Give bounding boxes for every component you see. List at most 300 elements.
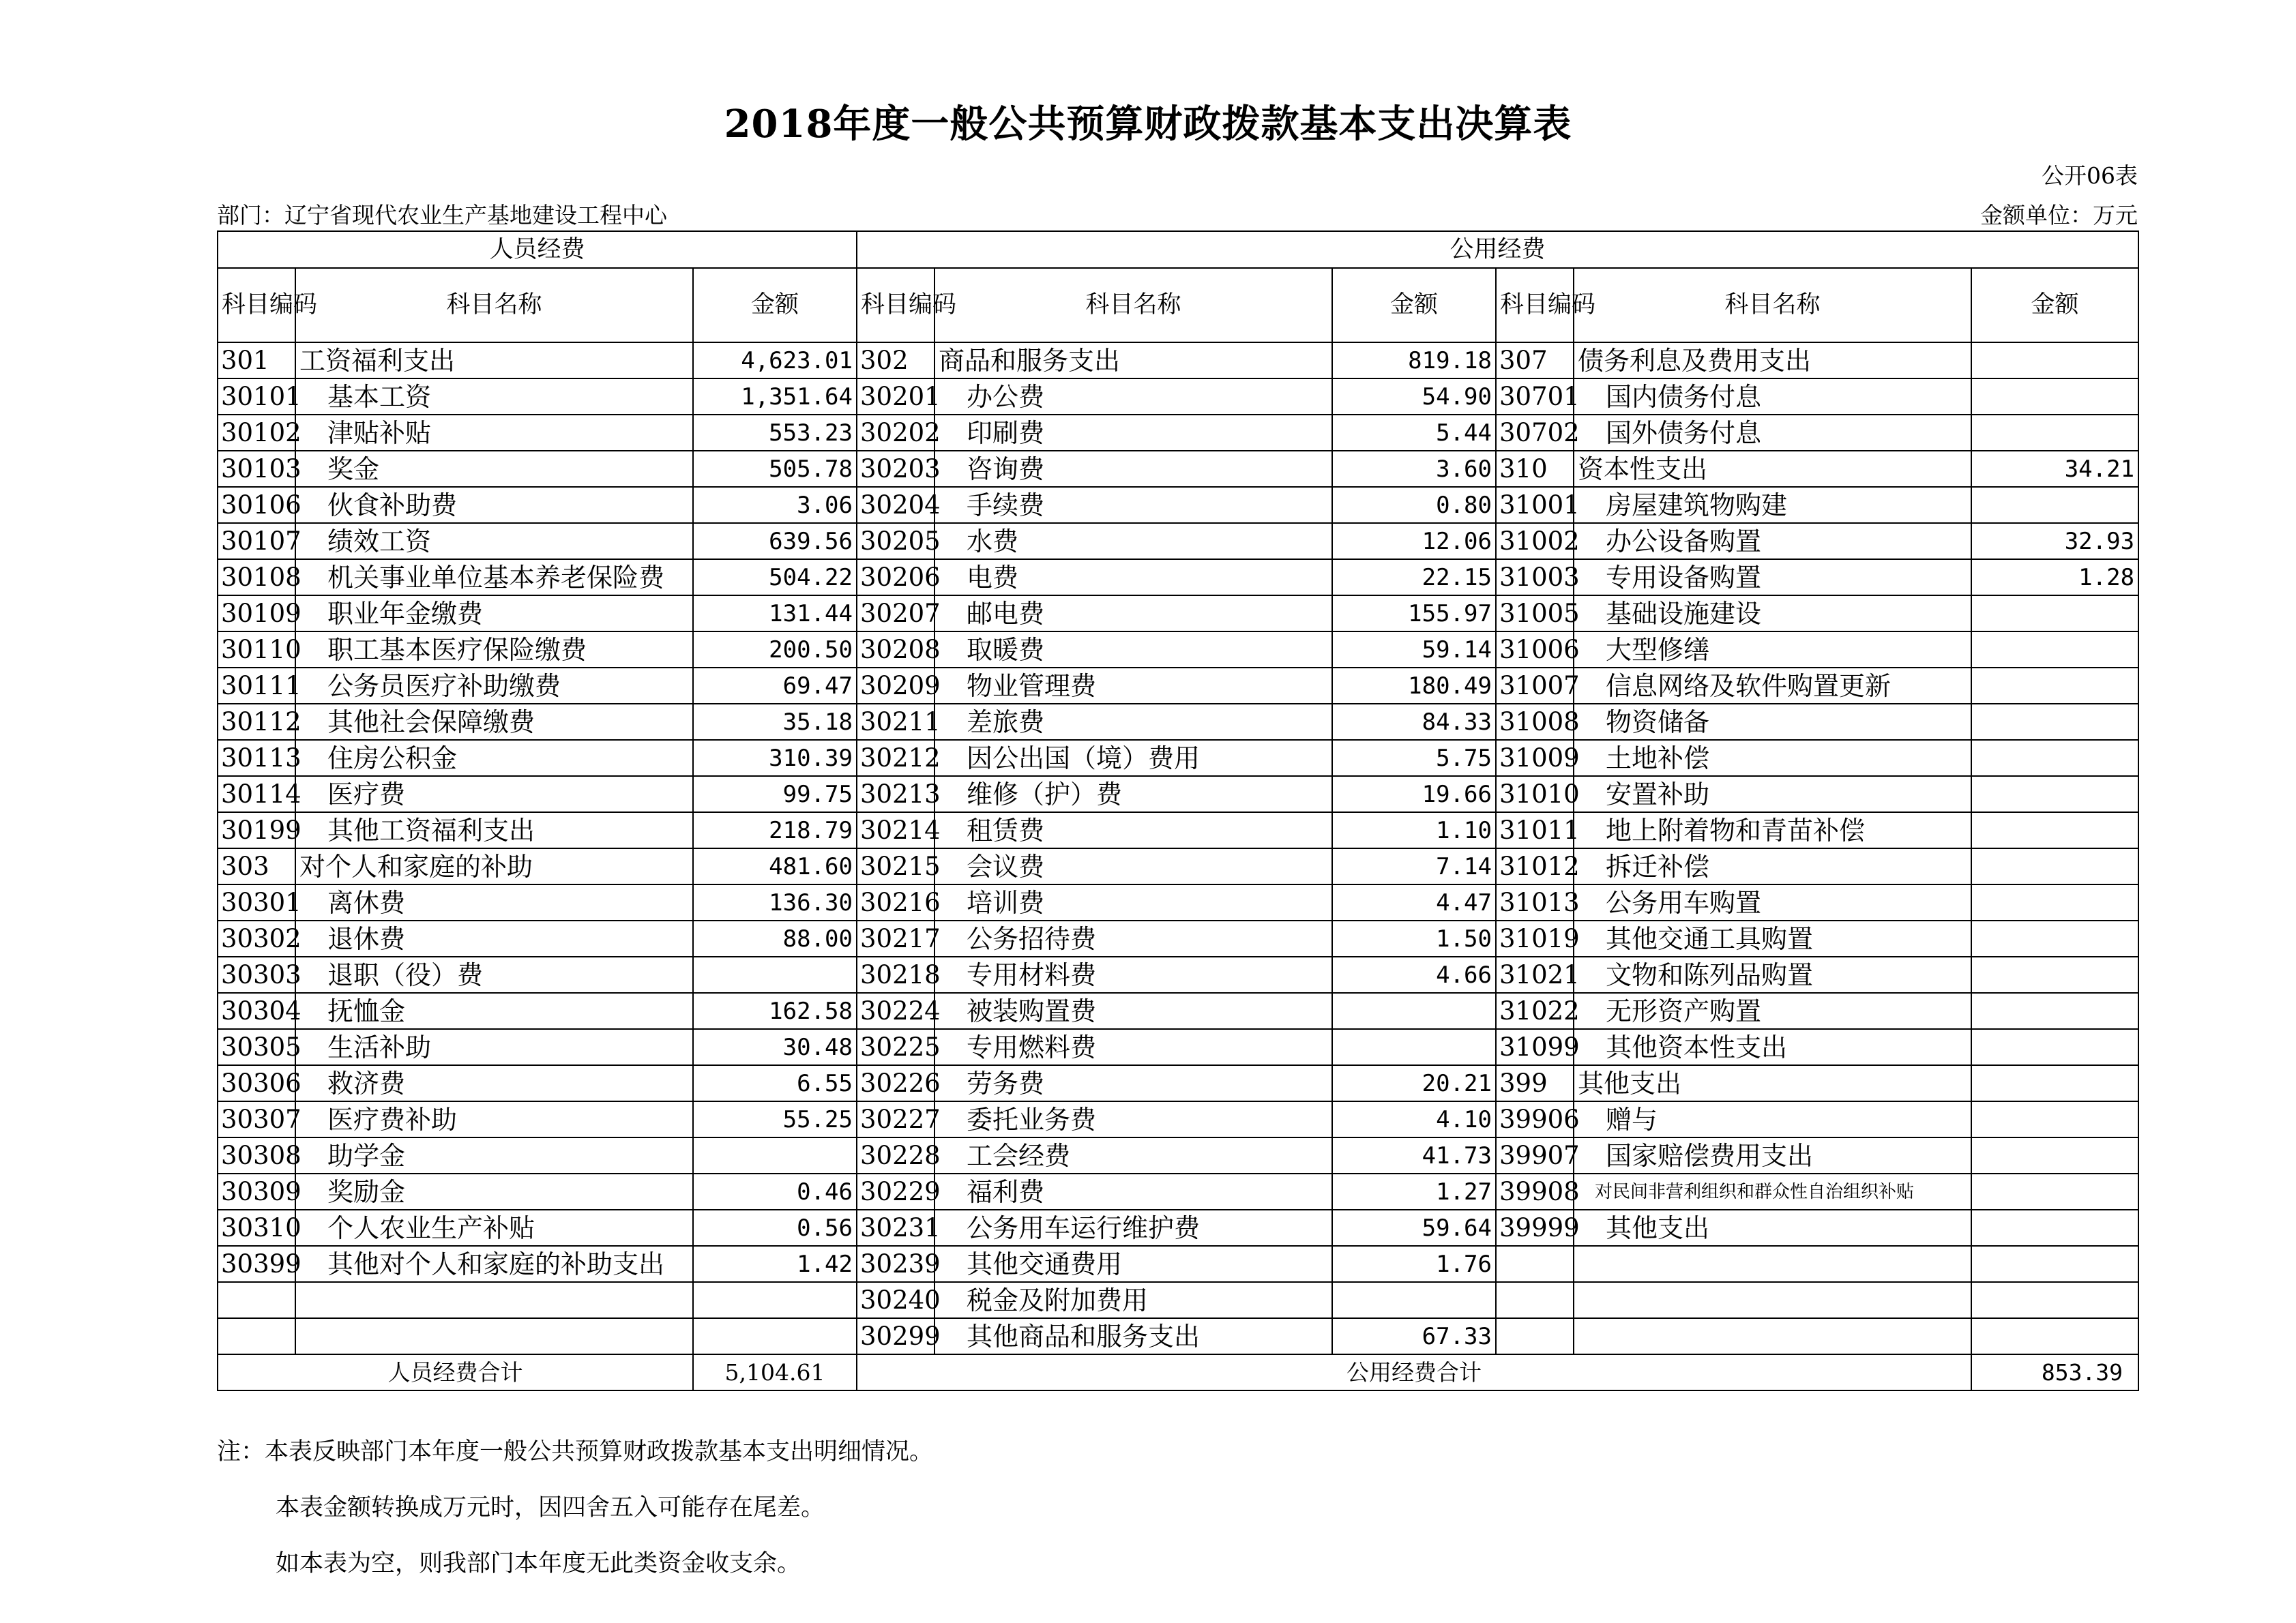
subject-name: 商品和服务支出 bbox=[934, 342, 1332, 378]
subject-code: 30305 bbox=[218, 1029, 295, 1065]
table-row bbox=[218, 1137, 2138, 1174]
subject-name: 咨询费 bbox=[934, 451, 1332, 487]
subject-name: 助学金 bbox=[295, 1137, 693, 1174]
subject-amount bbox=[1971, 1246, 2138, 1282]
subject-code: 30218 bbox=[857, 957, 934, 993]
table-row bbox=[218, 1246, 2138, 1282]
subject-name: 其他资本性支出 bbox=[1574, 1029, 1971, 1065]
subject-amount: 1.50 bbox=[1332, 921, 1496, 957]
subject-code: 30224 bbox=[857, 993, 934, 1029]
subject-code: 31003 bbox=[1496, 559, 1574, 595]
table-row bbox=[218, 595, 2138, 631]
amount-column-header: 金额 bbox=[693, 268, 857, 342]
subject-amount: 819.18 bbox=[1332, 342, 1496, 378]
subject-name: 职工基本医疗保险缴费 bbox=[295, 631, 693, 668]
subject-amount: 200.50 bbox=[693, 631, 857, 668]
subject-code: 30107 bbox=[218, 523, 295, 559]
subject-code: 31013 bbox=[1496, 884, 1574, 921]
subject-amount: 67.33 bbox=[1332, 1318, 1496, 1354]
subject-code: 30201 bbox=[857, 378, 934, 415]
subject-code: 30302 bbox=[218, 921, 295, 957]
subject-amount bbox=[1971, 957, 2138, 993]
subject-code: 31009 bbox=[1496, 740, 1574, 776]
subject-amount: 310.39 bbox=[693, 740, 857, 776]
subject-amount: 505.78 bbox=[693, 451, 857, 487]
subject-amount: 99.75 bbox=[693, 776, 857, 812]
subject-name: 工会经费 bbox=[934, 1137, 1332, 1174]
subject-name: 奖金 bbox=[295, 451, 693, 487]
subject-code: 30399 bbox=[218, 1246, 295, 1282]
subject-code: 30112 bbox=[218, 704, 295, 740]
subject-name: 文物和陈列品购置 bbox=[1574, 957, 1971, 993]
page-title: 2018年度一般公共预算财政拨款基本支出决算表 bbox=[724, 102, 1572, 147]
subject-amount: 136.30 bbox=[693, 884, 857, 921]
subject-amount: 35.18 bbox=[693, 704, 857, 740]
subject-name: 房屋建筑物购建 bbox=[1574, 487, 1971, 523]
subject-name: 公务用车运行维护费 bbox=[934, 1210, 1332, 1246]
subject-code: 30209 bbox=[857, 668, 934, 704]
personnel-total-amount: 5,104.61 bbox=[693, 1354, 857, 1390]
subject-code: 30202 bbox=[857, 415, 934, 451]
amount-column-header: 金额 bbox=[1332, 268, 1496, 342]
subject-code: 301 bbox=[218, 342, 295, 378]
name-column-header: 科目名称 bbox=[1574, 268, 1971, 342]
subject-code: 30225 bbox=[857, 1029, 934, 1065]
subject-amount bbox=[693, 957, 857, 993]
subject-amount: 4.47 bbox=[1332, 884, 1496, 921]
subject-code: 30309 bbox=[218, 1174, 295, 1210]
subject-name: 印刷费 bbox=[934, 415, 1332, 451]
subject-amount: 162.58 bbox=[693, 993, 857, 1029]
subject-amount: 19.66 bbox=[1332, 776, 1496, 812]
subject-name: 税金及附加费用 bbox=[934, 1282, 1332, 1318]
table-row bbox=[218, 1029, 2138, 1065]
notes bbox=[217, 1424, 933, 1592]
subject-code: 302 bbox=[857, 342, 934, 378]
subject-name: 赠与 bbox=[1574, 1101, 1971, 1137]
subject-amount bbox=[1332, 1029, 1496, 1065]
subject-name: 基本工资 bbox=[295, 378, 693, 415]
subject-code: 30702 bbox=[1496, 415, 1574, 451]
subject-amount: 34.21 bbox=[1971, 451, 2138, 487]
table-row bbox=[218, 1065, 2138, 1101]
department-label: 部门：辽宁省现代农业生产基地建设工程中心 bbox=[217, 202, 667, 228]
subject-code: 30204 bbox=[857, 487, 934, 523]
subject-amount bbox=[1971, 848, 2138, 884]
subject-amount: 553.23 bbox=[693, 415, 857, 451]
table-row bbox=[218, 631, 2138, 668]
subject-amount: 54.90 bbox=[1332, 378, 1496, 415]
subject-amount: 3.60 bbox=[1332, 451, 1496, 487]
subject-amount: 481.60 bbox=[693, 848, 857, 884]
subject-amount bbox=[1971, 921, 2138, 957]
subject-code: 30203 bbox=[857, 451, 934, 487]
subject-amount bbox=[1971, 776, 2138, 812]
subject-name: 差旅费 bbox=[934, 704, 1332, 740]
subject-code: 30208 bbox=[857, 631, 934, 668]
table-row bbox=[218, 957, 2138, 993]
table-body bbox=[218, 342, 2138, 1354]
subject-amount: 84.33 bbox=[1332, 704, 1496, 740]
subject-amount: 218.79 bbox=[693, 812, 857, 848]
subject-name: 对民间非营利组织和群众性自治组织补贴 bbox=[1574, 1174, 1971, 1210]
subject-amount bbox=[1971, 1029, 2138, 1065]
subject-code: 31019 bbox=[1496, 921, 1574, 957]
subject-code: 30239 bbox=[857, 1246, 934, 1282]
subject-name: 退休费 bbox=[295, 921, 693, 957]
subject-amount: 1,351.64 bbox=[693, 378, 857, 415]
subject-amount bbox=[1971, 812, 2138, 848]
subject-name: 维修（护）费 bbox=[934, 776, 1332, 812]
subject-name: 医疗费 bbox=[295, 776, 693, 812]
subject-amount: 59.64 bbox=[1332, 1210, 1496, 1246]
subject-code: 30308 bbox=[218, 1137, 295, 1174]
subject-code: 39999 bbox=[1496, 1210, 1574, 1246]
subject-code: 30307 bbox=[218, 1101, 295, 1137]
subject-name: 其他支出 bbox=[1574, 1210, 1971, 1246]
subject-amount bbox=[1332, 1282, 1496, 1318]
public-total-label: 公用经费合计 bbox=[857, 1354, 1971, 1390]
subject-amount bbox=[1332, 993, 1496, 1029]
subject-amount bbox=[1971, 704, 2138, 740]
subject-amount: 7.14 bbox=[1332, 848, 1496, 884]
subject-code bbox=[1496, 1318, 1574, 1354]
table-row bbox=[218, 812, 2138, 848]
name-column-header: 科目名称 bbox=[295, 268, 693, 342]
table-row bbox=[218, 1282, 2138, 1318]
subject-name: 劳务费 bbox=[934, 1065, 1332, 1101]
subject-code: 30306 bbox=[218, 1065, 295, 1101]
subject-code: 31008 bbox=[1496, 704, 1574, 740]
subject-name: 救济费 bbox=[295, 1065, 693, 1101]
subject-amount: 4,623.01 bbox=[693, 342, 857, 378]
table-row bbox=[218, 1101, 2138, 1137]
subject-code: 30229 bbox=[857, 1174, 934, 1210]
personnel-total-label: 人员经费合计 bbox=[218, 1354, 693, 1390]
subject-amount: 1.10 bbox=[1332, 812, 1496, 848]
subject-code: 310 bbox=[1496, 451, 1574, 487]
note-line: 如本表为空，则我部门本年度无此类资金收支余。 bbox=[276, 1550, 801, 1577]
subject-name: 住房公积金 bbox=[295, 740, 693, 776]
table-row bbox=[218, 668, 2138, 704]
subject-name: 被装购置费 bbox=[934, 993, 1332, 1029]
subject-name: 无形资产购置 bbox=[1574, 993, 1971, 1029]
subject-code: 39906 bbox=[1496, 1101, 1574, 1137]
subject-name: 邮电费 bbox=[934, 595, 1332, 631]
table-row bbox=[218, 378, 2138, 415]
subject-name: 公务员医疗补助缴费 bbox=[295, 668, 693, 704]
subject-name bbox=[1574, 1246, 1971, 1282]
personnel-section-header: 人员经费 bbox=[218, 231, 857, 268]
subject-code: 30110 bbox=[218, 631, 295, 668]
subject-amount bbox=[1971, 378, 2138, 415]
subject-amount: 1.76 bbox=[1332, 1246, 1496, 1282]
subject-amount bbox=[1971, 487, 2138, 523]
subject-amount bbox=[1971, 1174, 2138, 1210]
subject-name: 大型修缮 bbox=[1574, 631, 1971, 668]
subject-code: 31021 bbox=[1496, 957, 1574, 993]
subject-name: 专用设备购置 bbox=[1574, 559, 1971, 595]
subject-amount bbox=[693, 1137, 857, 1174]
table-row bbox=[218, 559, 2138, 595]
subject-amount: 180.49 bbox=[1332, 668, 1496, 704]
subject-amount bbox=[1971, 631, 2138, 668]
subject-amount: 0.46 bbox=[693, 1174, 857, 1210]
subject-name: 奖励金 bbox=[295, 1174, 693, 1210]
subject-code: 30109 bbox=[218, 595, 295, 631]
subject-code: 39907 bbox=[1496, 1137, 1574, 1174]
subject-code: 30215 bbox=[857, 848, 934, 884]
subject-name: 机关事业单位基本养老保险费 bbox=[295, 559, 693, 595]
subject-name: 公务招待费 bbox=[934, 921, 1332, 957]
subject-name: 物资储备 bbox=[1574, 704, 1971, 740]
subject-name: 伙食补助费 bbox=[295, 487, 693, 523]
subject-amount: 55.25 bbox=[693, 1101, 857, 1137]
subject-amount: 32.93 bbox=[1971, 523, 2138, 559]
subject-code: 30206 bbox=[857, 559, 934, 595]
subject-amount bbox=[1971, 1065, 2138, 1101]
subject-amount bbox=[1971, 993, 2138, 1029]
subject-code: 30240 bbox=[857, 1282, 934, 1318]
subject-code bbox=[218, 1282, 295, 1318]
subject-code: 30205 bbox=[857, 523, 934, 559]
form-number: 公开06表 bbox=[2042, 162, 2138, 189]
subject-name: 福利费 bbox=[934, 1174, 1332, 1210]
code-column-header: 科目编码 bbox=[857, 268, 934, 342]
expenditure-table bbox=[217, 230, 2139, 1391]
subject-code: 30217 bbox=[857, 921, 934, 957]
subject-name: 其他对个人和家庭的补助支出 bbox=[295, 1246, 693, 1282]
name-column-header: 科目名称 bbox=[934, 268, 1332, 342]
subject-name: 债务利息及费用支出 bbox=[1574, 342, 1971, 378]
subject-amount bbox=[1971, 415, 2138, 451]
subject-code: 31005 bbox=[1496, 595, 1574, 631]
subject-amount: 12.06 bbox=[1332, 523, 1496, 559]
subject-code: 30113 bbox=[218, 740, 295, 776]
subject-name bbox=[295, 1282, 693, 1318]
subject-name: 医疗费补助 bbox=[295, 1101, 693, 1137]
subject-amount: 504.22 bbox=[693, 559, 857, 595]
subject-code: 31002 bbox=[1496, 523, 1574, 559]
subject-code: 30111 bbox=[218, 668, 295, 704]
subject-name: 对个人和家庭的补助 bbox=[295, 848, 693, 884]
subject-name: 委托业务费 bbox=[934, 1101, 1332, 1137]
subject-name: 基础设施建设 bbox=[1574, 595, 1971, 631]
subject-code: 30207 bbox=[857, 595, 934, 631]
subject-amount bbox=[1971, 1137, 2138, 1174]
subject-name: 办公费 bbox=[934, 378, 1332, 415]
table-row bbox=[218, 342, 2138, 378]
subject-name: 其他交通费用 bbox=[934, 1246, 1332, 1282]
subject-name: 租赁费 bbox=[934, 812, 1332, 848]
subject-name: 拆迁补偿 bbox=[1574, 848, 1971, 884]
subject-code: 30102 bbox=[218, 415, 295, 451]
note-line: 本表金额转换成万元时，因四舍五入可能存在尾差。 bbox=[276, 1494, 825, 1521]
subject-name: 水费 bbox=[934, 523, 1332, 559]
table-row bbox=[218, 523, 2138, 559]
subject-name: 信息网络及软件购置更新 bbox=[1574, 668, 1971, 704]
subject-amount: 20.21 bbox=[1332, 1065, 1496, 1101]
subject-code: 31007 bbox=[1496, 668, 1574, 704]
subject-code: 30299 bbox=[857, 1318, 934, 1354]
subject-code: 30228 bbox=[857, 1137, 934, 1174]
subject-name: 绩效工资 bbox=[295, 523, 693, 559]
subject-amount: 1.28 bbox=[1971, 559, 2138, 595]
subject-name: 退职（役）费 bbox=[295, 957, 693, 993]
subject-amount: 22.15 bbox=[1332, 559, 1496, 595]
subject-amount bbox=[1971, 342, 2138, 378]
table-row bbox=[218, 776, 2138, 812]
subject-amount: 1.27 bbox=[1332, 1174, 1496, 1210]
subject-code: 30303 bbox=[218, 957, 295, 993]
subject-code: 30106 bbox=[218, 487, 295, 523]
subject-name: 其他社会保障缴费 bbox=[295, 704, 693, 740]
table-row bbox=[218, 884, 2138, 921]
subject-name: 取暖费 bbox=[934, 631, 1332, 668]
subject-code: 307 bbox=[1496, 342, 1574, 378]
table-row bbox=[218, 487, 2138, 523]
subject-amount: 88.00 bbox=[693, 921, 857, 957]
subject-name: 其他交通工具购置 bbox=[1574, 921, 1971, 957]
subject-amount: 0.80 bbox=[1332, 487, 1496, 523]
subject-name: 因公出国（境）费用 bbox=[934, 740, 1332, 776]
subject-amount bbox=[1971, 595, 2138, 631]
subject-code: 30108 bbox=[218, 559, 295, 595]
subject-amount bbox=[1971, 740, 2138, 776]
public-total-amount: 853.39 bbox=[1971, 1354, 2138, 1390]
subject-code: 31010 bbox=[1496, 776, 1574, 812]
subject-code: 30211 bbox=[857, 704, 934, 740]
subject-amount: 69.47 bbox=[693, 668, 857, 704]
subject-name: 安置补助 bbox=[1574, 776, 1971, 812]
subject-code: 30213 bbox=[857, 776, 934, 812]
subject-code: 30212 bbox=[857, 740, 934, 776]
table-row bbox=[218, 848, 2138, 884]
table-row bbox=[218, 451, 2138, 487]
subject-code bbox=[218, 1318, 295, 1354]
amount-unit-label: 金额单位：万元 bbox=[1980, 202, 2138, 228]
table-row bbox=[218, 1318, 2138, 1354]
subject-name: 办公设备购置 bbox=[1574, 523, 1971, 559]
subject-code: 31011 bbox=[1496, 812, 1574, 848]
subject-amount bbox=[693, 1282, 857, 1318]
subject-name bbox=[1574, 1282, 1971, 1318]
subject-code: 39908 bbox=[1496, 1174, 1574, 1210]
table-row bbox=[218, 921, 2138, 957]
subject-code: 31022 bbox=[1496, 993, 1574, 1029]
subject-name: 培训费 bbox=[934, 884, 1332, 921]
subject-name: 物业管理费 bbox=[934, 668, 1332, 704]
table-row bbox=[218, 704, 2138, 740]
subject-amount bbox=[1971, 1101, 2138, 1137]
subject-code: 30310 bbox=[218, 1210, 295, 1246]
subject-name: 抚恤金 bbox=[295, 993, 693, 1029]
subject-name: 国外债务付息 bbox=[1574, 415, 1971, 451]
subject-amount bbox=[1971, 1318, 2138, 1354]
subject-code: 30214 bbox=[857, 812, 934, 848]
subject-name: 其他工资福利支出 bbox=[295, 812, 693, 848]
subject-amount: 4.66 bbox=[1332, 957, 1496, 993]
subject-amount bbox=[1971, 884, 2138, 921]
subject-name: 土地补偿 bbox=[1574, 740, 1971, 776]
subject-name: 电费 bbox=[934, 559, 1332, 595]
subject-name: 离休费 bbox=[295, 884, 693, 921]
subject-code: 30103 bbox=[218, 451, 295, 487]
table-row bbox=[218, 1210, 2138, 1246]
subject-amount: 59.14 bbox=[1332, 631, 1496, 668]
subject-code: 30304 bbox=[218, 993, 295, 1029]
subject-code: 303 bbox=[218, 848, 295, 884]
subject-amount: 5.75 bbox=[1332, 740, 1496, 776]
subject-name bbox=[1574, 1318, 1971, 1354]
amount-column-header: 金额 bbox=[1971, 268, 2138, 342]
table-row bbox=[218, 993, 2138, 1029]
table-row bbox=[218, 1174, 2138, 1210]
table-row bbox=[218, 415, 2138, 451]
subject-name: 津贴补贴 bbox=[295, 415, 693, 451]
subject-code: 30101 bbox=[218, 378, 295, 415]
subject-code bbox=[1496, 1246, 1574, 1282]
subject-name: 职业年金缴费 bbox=[295, 595, 693, 631]
subject-name: 工资福利支出 bbox=[295, 342, 693, 378]
subject-name: 国内债务付息 bbox=[1574, 378, 1971, 415]
subject-name: 生活补助 bbox=[295, 1029, 693, 1065]
subject-code: 30231 bbox=[857, 1210, 934, 1246]
subject-name: 其他商品和服务支出 bbox=[934, 1318, 1332, 1354]
subject-amount: 30.48 bbox=[693, 1029, 857, 1065]
subject-name: 专用材料费 bbox=[934, 957, 1332, 993]
subject-name: 手续费 bbox=[934, 487, 1332, 523]
subject-amount: 3.06 bbox=[693, 487, 857, 523]
subject-name: 其他支出 bbox=[1574, 1065, 1971, 1101]
subject-code: 31012 bbox=[1496, 848, 1574, 884]
subject-amount: 4.10 bbox=[1332, 1101, 1496, 1137]
subject-code: 30226 bbox=[857, 1065, 934, 1101]
subject-code: 30301 bbox=[218, 884, 295, 921]
subject-name: 会议费 bbox=[934, 848, 1332, 884]
subject-code: 31001 bbox=[1496, 487, 1574, 523]
table-row bbox=[218, 740, 2138, 776]
subject-code: 30216 bbox=[857, 884, 934, 921]
subject-amount: 0.56 bbox=[693, 1210, 857, 1246]
subject-code: 30114 bbox=[218, 776, 295, 812]
subject-amount: 1.42 bbox=[693, 1246, 857, 1282]
subject-amount: 639.56 bbox=[693, 523, 857, 559]
subject-amount bbox=[1971, 668, 2138, 704]
subject-code: 30701 bbox=[1496, 378, 1574, 415]
subject-code: 399 bbox=[1496, 1065, 1574, 1101]
subject-amount: 6.55 bbox=[693, 1065, 857, 1101]
subject-code: 31006 bbox=[1496, 631, 1574, 668]
subject-name: 专用燃料费 bbox=[934, 1029, 1332, 1065]
subject-amount: 155.97 bbox=[1332, 595, 1496, 631]
subject-code bbox=[1496, 1282, 1574, 1318]
subject-amount: 5.44 bbox=[1332, 415, 1496, 451]
public-section-header: 公用经费 bbox=[857, 231, 2138, 268]
subject-code: 30199 bbox=[218, 812, 295, 848]
subject-name: 资本性支出 bbox=[1574, 451, 1971, 487]
subject-name: 地上附着物和青苗补偿 bbox=[1574, 812, 1971, 848]
subject-amount bbox=[1971, 1210, 2138, 1246]
subject-amount bbox=[1971, 1282, 2138, 1318]
note-line: 注：本表反映部门本年度一般公共预算财政拨款基本支出明细情况。 bbox=[217, 1438, 934, 1465]
subject-name: 国家赔偿费用支出 bbox=[1574, 1137, 1971, 1174]
subject-name bbox=[295, 1318, 693, 1354]
code-column-header: 科目编码 bbox=[218, 268, 295, 342]
subject-code: 30227 bbox=[857, 1101, 934, 1137]
subject-amount: 41.73 bbox=[1332, 1137, 1496, 1174]
subject-amount: 131.44 bbox=[693, 595, 857, 631]
